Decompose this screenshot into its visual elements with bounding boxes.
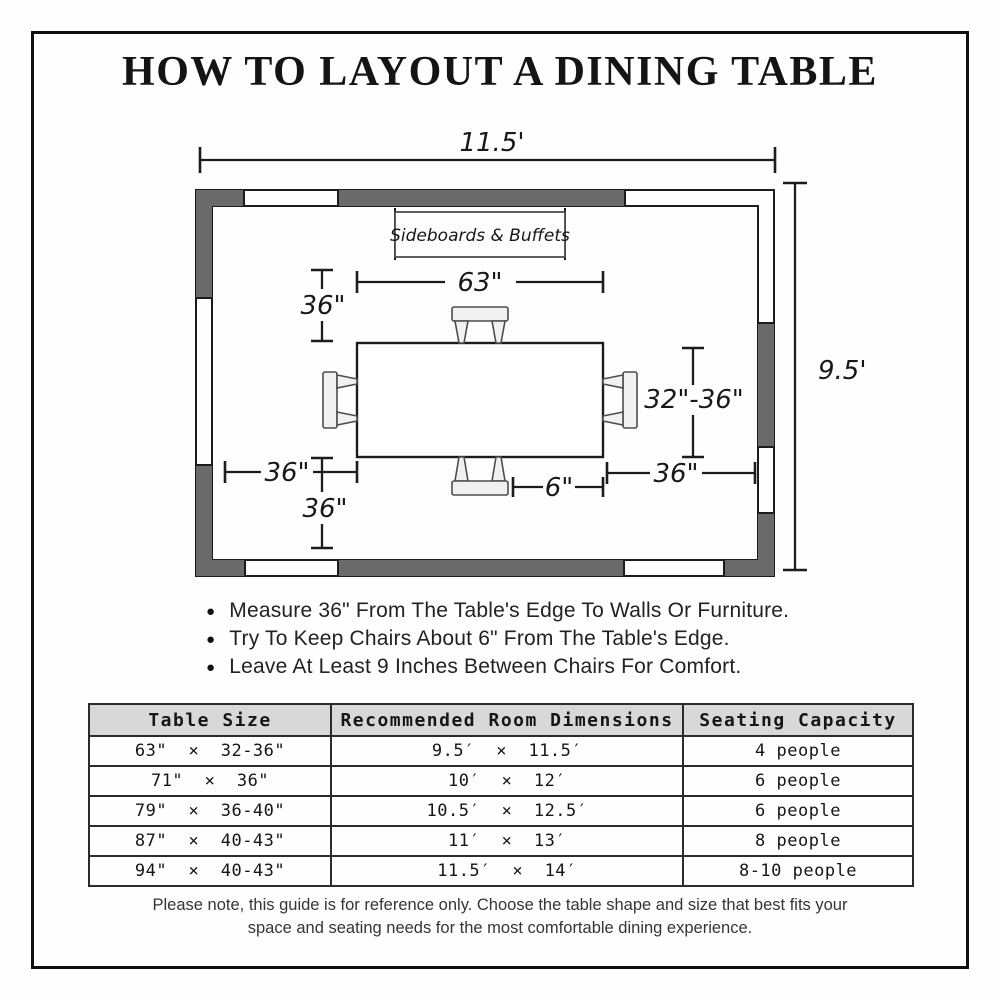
bullet-icon: ● — [206, 602, 216, 620]
cell-seating-capacity: 6 people — [683, 796, 913, 826]
tip-text: Measure 36" From The Table's Edge To Walls Or Furniture. — [229, 599, 790, 622]
table-row — [89, 856, 913, 886]
cell-room-dimensions: 9.5′ × 11.5′ — [331, 736, 683, 766]
clearance-left-label: 36" — [264, 458, 310, 488]
cell-table-size: 87" × 40-43" — [89, 826, 331, 856]
bullet-icon: ● — [206, 630, 216, 648]
tips-list — [206, 597, 789, 681]
dimension-clearance-top — [300, 270, 345, 341]
table-depth-label: 32"-36" — [644, 385, 744, 415]
dimension-room-width — [200, 128, 775, 173]
chair-bottom — [452, 457, 508, 495]
table-width-label: 63" — [457, 268, 503, 298]
dimension-room-depth — [783, 183, 867, 570]
chair-right — [603, 372, 637, 428]
cell-room-dimensions: 10.5′ × 12.5′ — [331, 796, 683, 826]
cell-seating-capacity: 8 people — [683, 826, 913, 856]
table-header-row — [89, 704, 913, 736]
cell-seating-capacity: 6 people — [683, 766, 913, 796]
column-header-room-dimensions: Recommended Room Dimensions — [331, 704, 683, 736]
dining-table — [357, 343, 603, 457]
table-row — [89, 796, 913, 826]
table-row — [89, 736, 913, 766]
chair-left — [323, 372, 357, 428]
dimension-chair-gap — [513, 473, 603, 503]
cell-table-size: 63" × 32-36" — [89, 736, 331, 766]
size-guide-table — [88, 703, 914, 887]
page-title: HOW TO LAYOUT A DINING TABLE — [122, 49, 878, 95]
clearance-top-label: 36" — [300, 291, 346, 321]
column-header-seating-capacity: Seating Capacity — [683, 704, 913, 736]
dimension-table-width — [357, 268, 603, 298]
table-row — [89, 766, 913, 796]
cell-seating-capacity: 8-10 people — [683, 856, 913, 886]
column-header-table-size: Table Size — [89, 704, 331, 736]
chair-top — [452, 307, 508, 343]
clearance-bottom-label: 36" — [302, 494, 348, 524]
tip-item — [206, 625, 789, 653]
clearance-right-label: 36" — [653, 459, 699, 489]
dimension-clearance-left — [225, 458, 357, 488]
floor-plan-diagram — [0, 113, 1000, 600]
cell-seating-capacity: 4 people — [683, 736, 913, 766]
bullet-icon: ● — [206, 658, 216, 676]
room-depth-label: 9.5' — [818, 356, 867, 386]
tip-text: Try To Keep Chairs About 6" From The Table's Edge. — [229, 627, 730, 650]
room-width-label: 11.5' — [459, 128, 525, 158]
dimension-table-depth — [644, 348, 743, 457]
cell-room-dimensions: 10′ × 12′ — [331, 766, 683, 796]
tip-item — [206, 597, 789, 625]
footnote-line: space and seating needs for the most comfortable dining experience. — [247, 918, 753, 937]
tip-item — [206, 653, 789, 681]
cell-room-dimensions: 11′ × 13′ — [331, 826, 683, 856]
tip-text: Leave At Least 9 Inches Between Chairs For Comfort. — [229, 655, 742, 678]
footnote — [100, 894, 900, 939]
table-row — [89, 826, 913, 856]
sideboard-label: Sideboards & Buffets — [390, 226, 570, 246]
cell-table-size: 94" × 40-43" — [89, 856, 331, 886]
cell-table-size: 79" × 36-40" — [89, 796, 331, 826]
dimension-clearance-right — [607, 459, 755, 489]
cell-room-dimensions: 11.5′ × 14′ — [331, 856, 683, 886]
footnote-line: Please note, this guide is for reference only. Choose the table shape and size that best fits your — [152, 896, 848, 914]
cell-table-size: 71" × 36" — [89, 766, 331, 796]
sideboard-zone — [390, 208, 570, 260]
chair-gap-label: 6" — [544, 473, 574, 503]
